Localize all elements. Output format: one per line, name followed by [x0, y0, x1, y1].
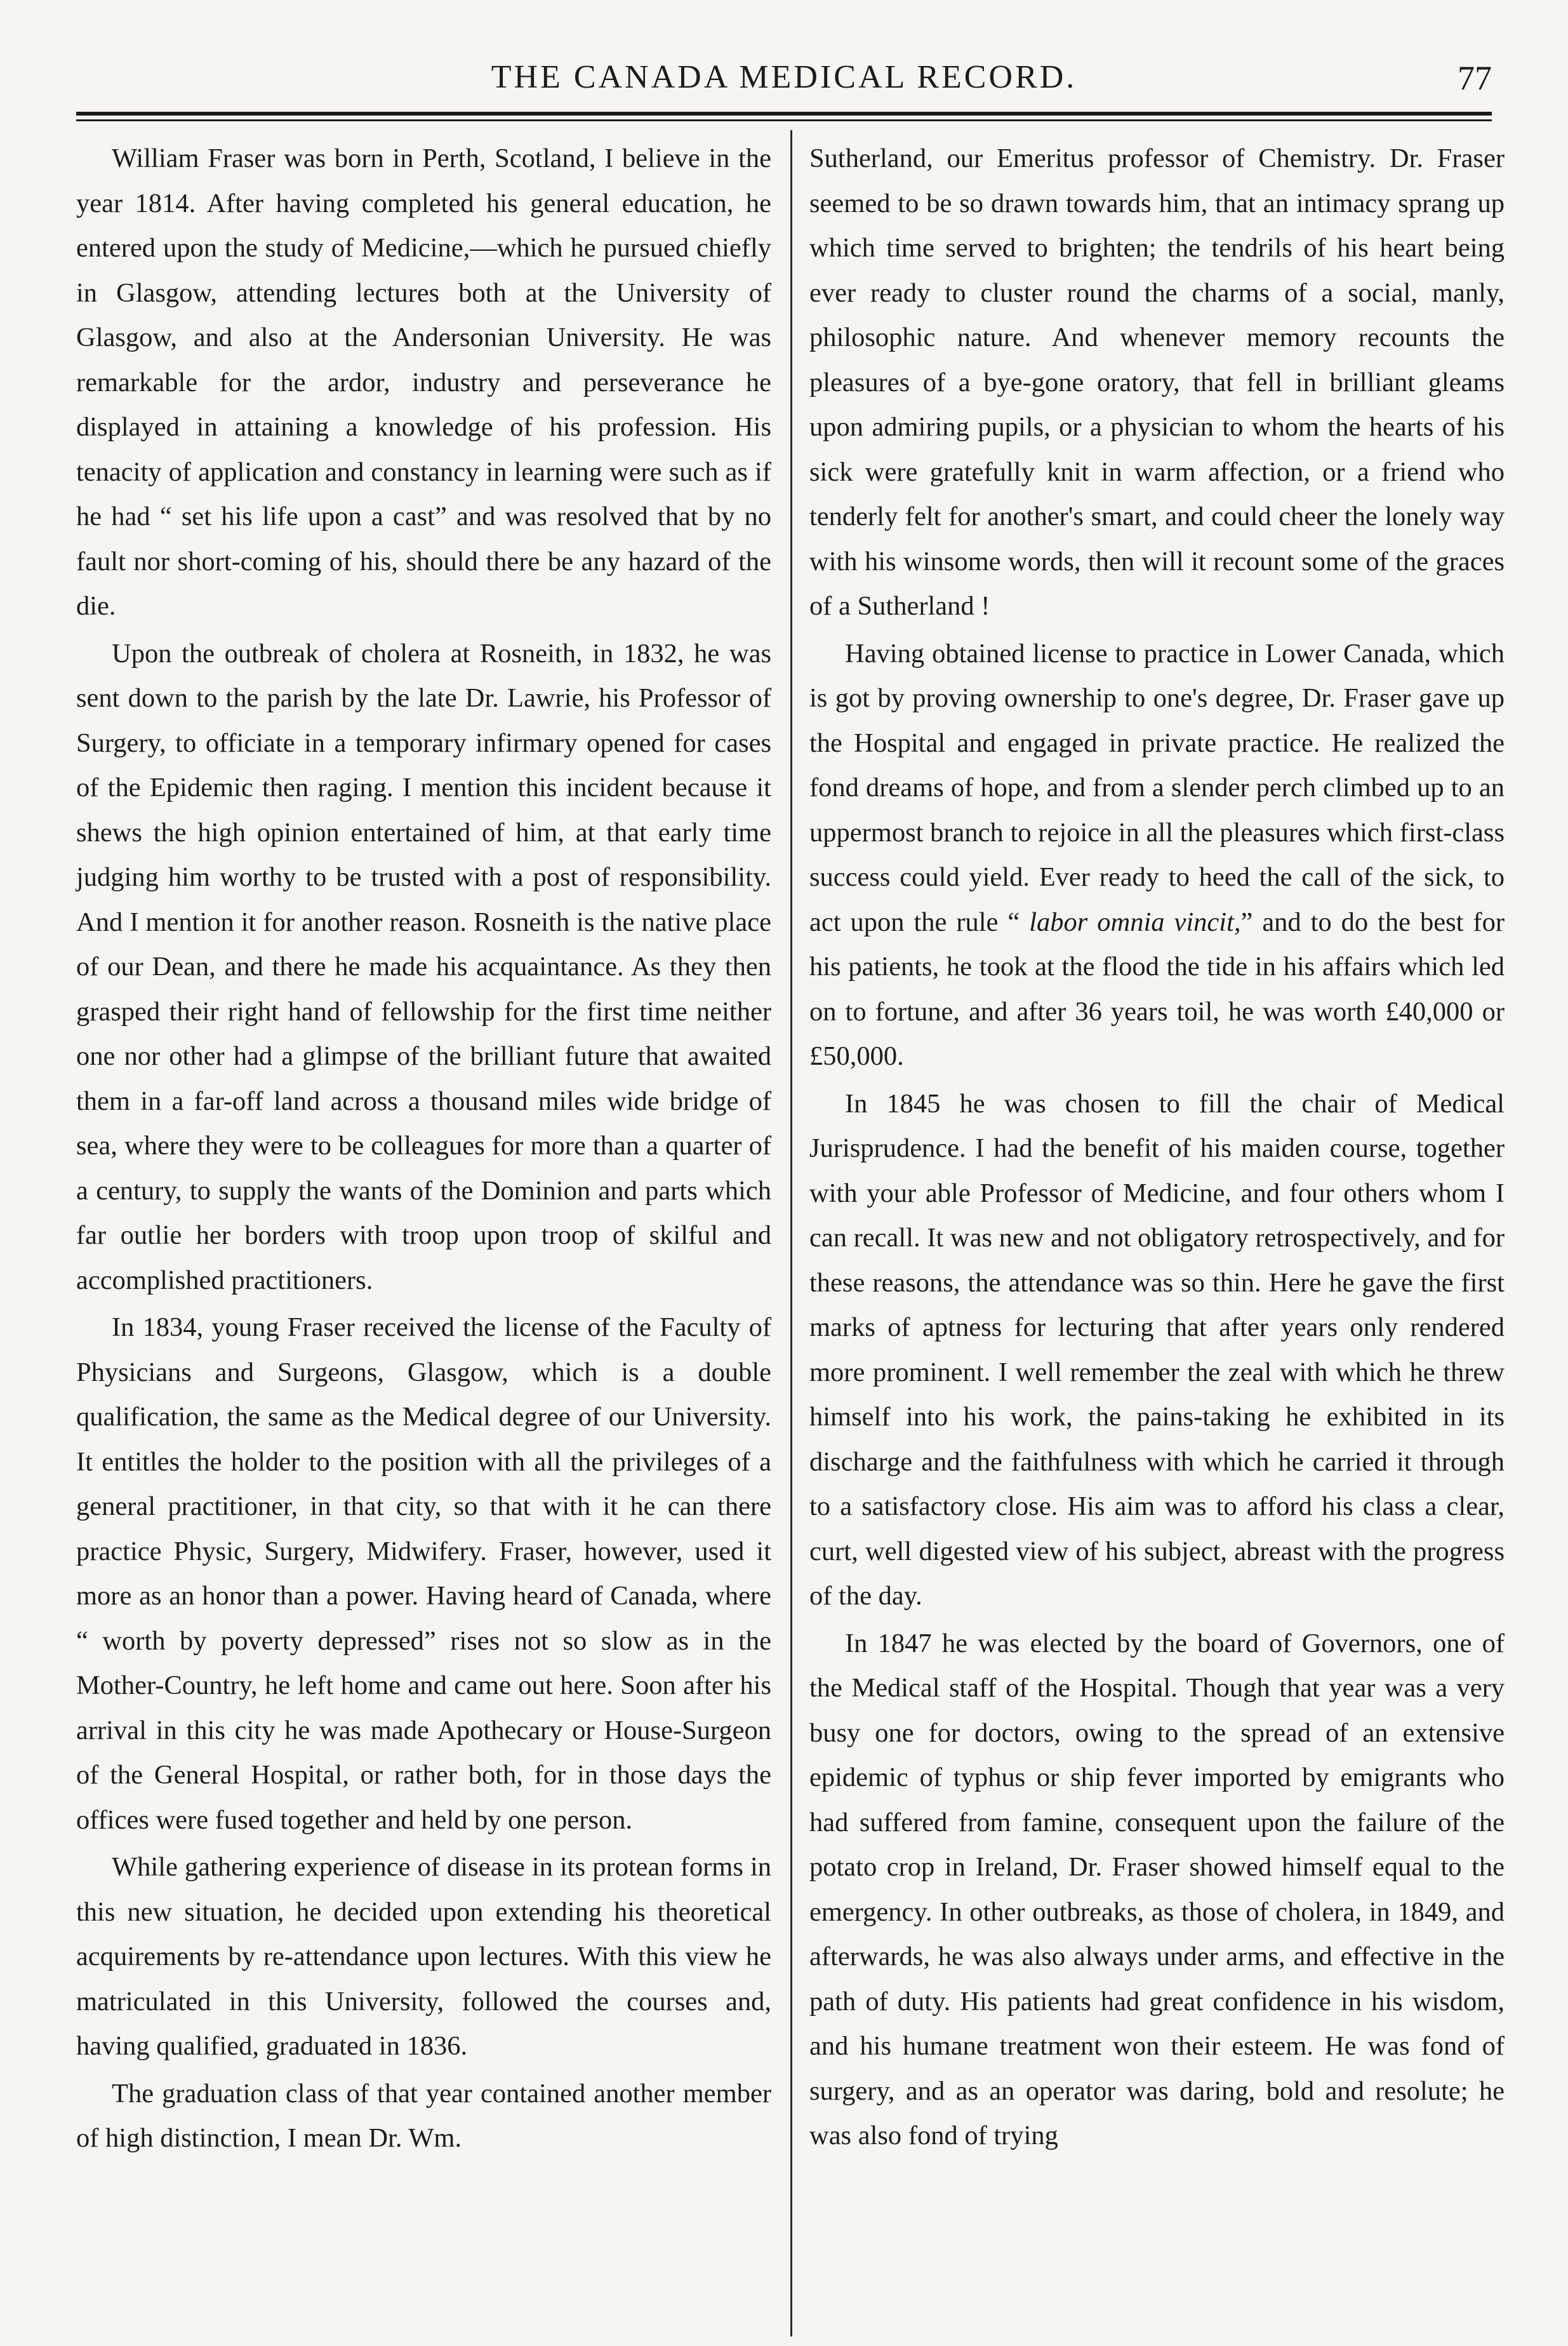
- paragraph: In 1847 he was elected by the board of Governors, one of the Medical staff of the Hospital. Though that year was a very busy one for doctors, owing to the spread of an extensive epidemic of typhus or ship fever imported by emigrants who had suffered from famine, consequent upon the failure of the potato crop in Ireland, Dr. Fraser showed himself equal to the emergency. In other outbreaks, as those of cholera, in 1849, and afterwards, he was also always under arms, and effective in the path of duty. His patients had great confidence in his wisdom, and his humane treatment won their esteem. He was fond of surgery, and as an operator was daring, bold and resolute; he was also fond of trying: [809, 1628, 1505, 2150]
- header-rule-thick: [76, 112, 1492, 116]
- page-header: [76, 58, 1492, 109]
- paragraph: [809, 632, 1505, 1079]
- paragraph-text: Having obtained license to practice in Lower Canada, which is got by proving ownership to one's degree, Dr. Fraser gave up the Hospital and engaged in private practice. He realized the fond dreams of hope, and from a slender perch climbed up to an uppermost branch to rejoice in all the pleasures which first-class success could yield. Ever ready to heed the call of the sick, to act upon the rule “: [809, 638, 1505, 937]
- paragraph: The graduation class of that year contained another member of high distinction, I mean Dr. Wm.: [76, 2078, 771, 2153]
- paragraph-text: ” and to do the best for his patients, he took at the flood the tide in his affairs which led on to fortune, and after 36 years toil, he was worth £40,000 or £50,000.: [809, 907, 1505, 1071]
- running-title: THE CANADA MEDICAL RECORD.: [491, 59, 1077, 95]
- paragraph-continuation: Sutherland, our Emeritus professor of Chemistry. Dr. Fraser seemed to be so drawn towards him, that an intimacy sprang up which time served to brighten; the tendrils of his heart being ever ready to cluster round the charms of a social, manly, philosophic nature. And whenever memory recounts the pleasures of a bye-gone oratory, that fell in brilliant gleams upon admiring pupils, or a physician to whom the hearts of his sick were gratefully knit in warm affection, or a friend who tenderly felt for another's smart, and could cheer the lonely way with his winsome words, then will it recount some of the graces of a Sutherland !: [809, 143, 1505, 621]
- latin-phrase: labor omnia vincit,: [1029, 907, 1241, 937]
- paragraph: In 1845 he was chosen to fill the chair of Medical Jurisprudence. I had the benefit of his maiden course, together with your able Professor of Medicine, and four others whom I can recall. It was new and not obligatory retrospectively, and for these reasons, the attendance was so thin. Here he gave the first marks of aptness for lecturing that after years only rendered more prominent. I well remember the zeal with which he threw himself into his work, the pains-taking he exhibited in its discharge and the faithfulness with which he carried it through to a satisfactory close. His aim was to afford his class a clear, curt, well digested view of his subject, abreast with the progress of the day.: [809, 1088, 1505, 1611]
- left-column: [76, 137, 771, 2164]
- paragraph: While gathering experience of disease in its protean forms in this new situation, he decided upon extending his theoretical acquirements by re-attendance upon lectures. With this view he matriculated in this University, followed the courses and, having qualified, graduated in 1836.: [76, 1852, 771, 2061]
- column-divider: [790, 130, 792, 2336]
- header-rule-thin: [76, 119, 1492, 121]
- paragraph: Upon the outbreak of cholera at Rosneith, in 1832, he was sent down to the parish by the late Dr. Lawrie, his Professor of Surgery, to officiate in a temporary infirmary opened for cases of the Epidemic then raging. I mention this incident because it shews the high opinion entertained of him, at that early time judging him worthy to be trusted with a post of responsibility. And I mention it for another reason. Rosneith is the native place of our Dean, and there he made his acquaintance. As they then grasped their right hand of fellowship for the first time neither one nor other had a glimpse of the brilliant future that awaited them in a far-off land across a thousand miles wide bridge of sea, where they were to be colleagues for more than a quarter of a century, to supply the wants of the Dominion and parts which far outlie her borders with troop upon troop of skilful and accomplished practitioners.: [76, 638, 771, 1295]
- paragraph: William Fraser was born in Perth, Scotland, I believe in the year 1814. After having completed his general education, he entered upon the study of Medicine,—which he pursued chiefly in Glasgow, attending lectures both at the University of Glasgow, and also at the Andersonian University. He was remarkable for the ardor, industry and perseverance he displayed in attaining a knowledge of his profession. His tenacity of application and constancy in learning were such as if he had “ set his life upon a cast” and was resolved that by no fault nor short-coming of his, should there be any hazard of the die.: [76, 143, 771, 621]
- paragraph: In 1834, young Fraser received the license of the Faculty of Physicians and Surgeons, Glasgow, which is a double qualification, the same as the Medical degree of our University. It entitles the holder to the position with all the privileges of a general practitioner, in that city, so that with it he can there practice Physic, Surgery, Midwifery. Fraser, however, used it more as an honor than a power. Having heard of Canada, where “ worth by poverty depressed” rises not so slow as in the Mother-Country, he left home and came out here. Soon after his arrival in this city he was made Apothecary or House-Surgeon of the General Hospital, or rather both, for in those days the offices were fused together and held by one person.: [76, 1312, 771, 1835]
- page-number: 77: [1458, 59, 1492, 97]
- right-column: [809, 137, 1505, 2161]
